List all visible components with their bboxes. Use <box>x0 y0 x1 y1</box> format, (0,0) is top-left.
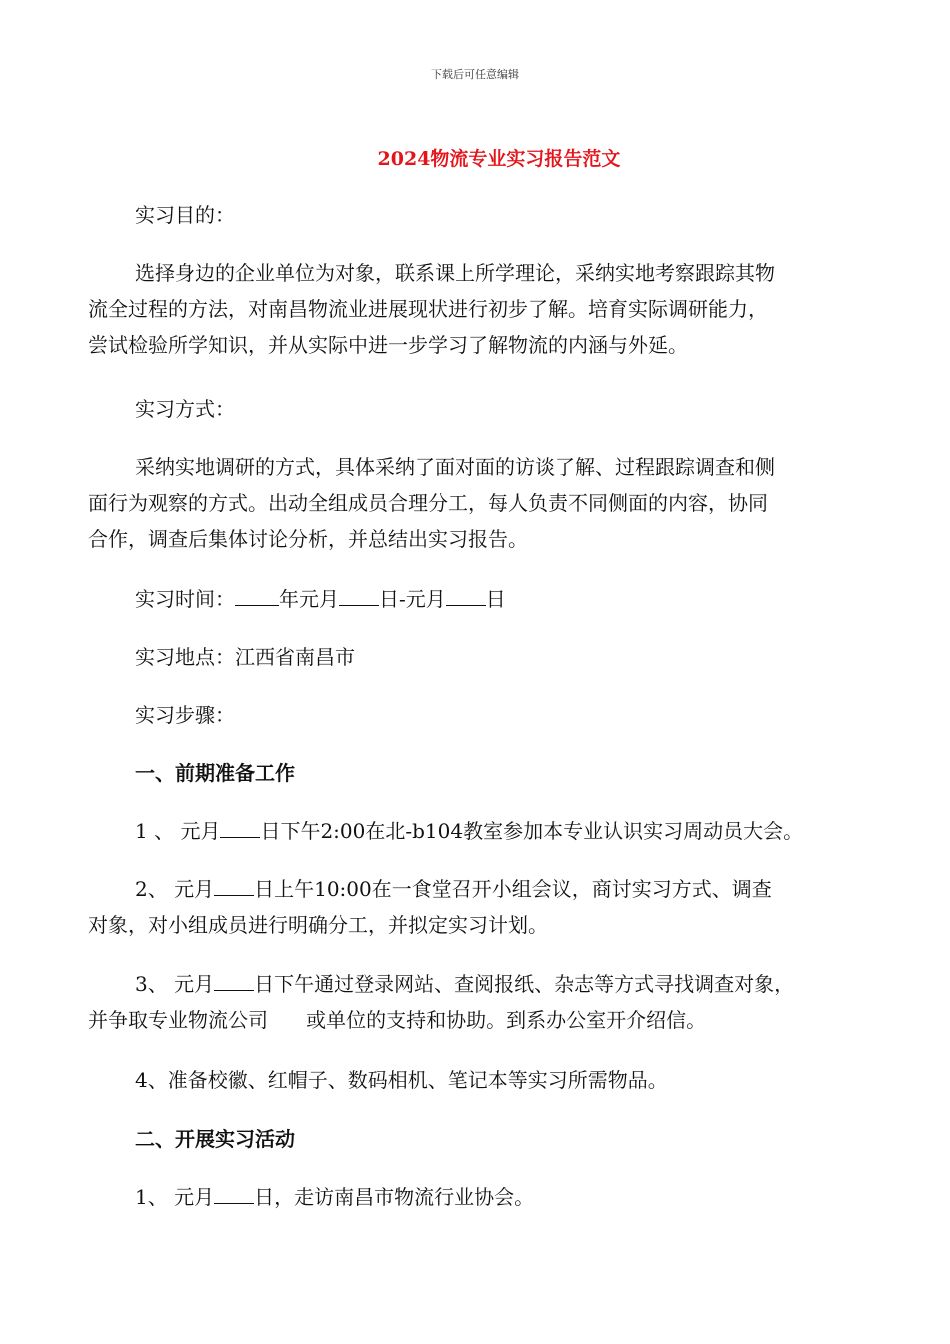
item-3-prefix: 3、 元月 <box>135 972 215 996</box>
location-text: 实习地点：江西省南昌市 <box>135 645 355 669</box>
document-title: 2024物流专业实习报告范文 <box>377 148 621 170</box>
section-2-item-1 <box>88 1179 856 1215</box>
method-line-3: 合作，调查后集体讨论分析，并总结出实习报告。 <box>88 527 528 551</box>
item-2-line-2: 对象，对小组成员进行明确分工，并拟定实习计划。 <box>88 913 548 937</box>
item-3-suffix: 日下午通过登录网站、查阅报纸、杂志等方式寻找调查对象， <box>254 972 795 996</box>
time-part-3: 日 <box>485 587 506 611</box>
blank-day-start <box>339 583 379 606</box>
section-2-item-1-suffix: 日，走访南昌市物流行业协会。 <box>254 1185 535 1209</box>
section-1-item-4 <box>88 1062 856 1098</box>
location-line <box>88 639 856 675</box>
section-2-heading-block <box>88 1121 856 1157</box>
method-section <box>88 391 856 427</box>
section-1-item-2 <box>88 871 856 943</box>
blank-item-3-day <box>214 968 254 991</box>
page-header-note: 下载后可任意编辑 <box>431 68 519 81</box>
purpose-label: 实习目的： <box>135 203 235 227</box>
blank-item-1-day <box>220 815 260 838</box>
method-label: 实习方式： <box>135 397 235 421</box>
item-3-line-2: 并争取专业物流公司 或单位的支持和协助。到系办公室开介绍信。 <box>88 1008 707 1032</box>
section-1-item-3 <box>88 966 888 1038</box>
item-4-text: 4、准备校徽、红帽子、数码相机、笔记本等实习所需物品。 <box>135 1068 668 1092</box>
method-paragraph <box>88 449 856 557</box>
purpose-section <box>88 197 856 233</box>
time-label: 实习时间： <box>135 587 235 611</box>
method-line-2: 面行为观察的方式。出动全组成员合理分工，每人负责不同侧面的内容，协同 <box>88 491 768 515</box>
blank-day-end <box>446 583 486 606</box>
item-1-suffix: 日下午2:00在北-b104教室参加本专业认识实习周动员大会。 <box>260 819 804 843</box>
time-part-1: 年元月 <box>279 587 339 611</box>
purpose-line-2: 流全过程的方法，对南昌物流业进展现状进行初步了解。培育实际调研能力， <box>88 297 768 321</box>
blank-section-2-day <box>214 1181 254 1204</box>
section-1-heading-block <box>88 755 856 791</box>
section-1-heading: 一、前期准备工作 <box>135 761 295 785</box>
item-2-prefix: 2、 元月 <box>135 877 215 901</box>
purpose-line-3: 尝试检验所学知识，并从实际中进一步学习了解物流的内涵与外延。 <box>88 333 688 357</box>
item-1-prefix: 1 、 元月 <box>135 819 221 843</box>
steps-line <box>88 697 856 733</box>
time-part-2: 日-元月 <box>379 587 446 611</box>
item-2-suffix: 日上午10:00在一食堂召开小组会议，商讨实习方式、调查 <box>254 877 772 901</box>
purpose-paragraph <box>88 255 856 363</box>
blank-year <box>235 583 279 606</box>
section-2-item-1-prefix: 1、 元月 <box>135 1185 215 1209</box>
time-line <box>88 581 856 617</box>
method-line-1: 采纳实地调研的方式，具体采纳了面对面的访谈了解、过程跟踪调查和侧 <box>135 455 775 479</box>
steps-label: 实习步骤： <box>135 703 235 727</box>
purpose-line-1: 选择身边的企业单位为对象，联系课上所学理论，采纳实地考察跟踪其物 <box>135 261 775 285</box>
section-1-item-1 <box>88 813 888 849</box>
section-2-heading: 二、开展实习活动 <box>135 1127 295 1151</box>
blank-item-2-day <box>214 873 254 896</box>
